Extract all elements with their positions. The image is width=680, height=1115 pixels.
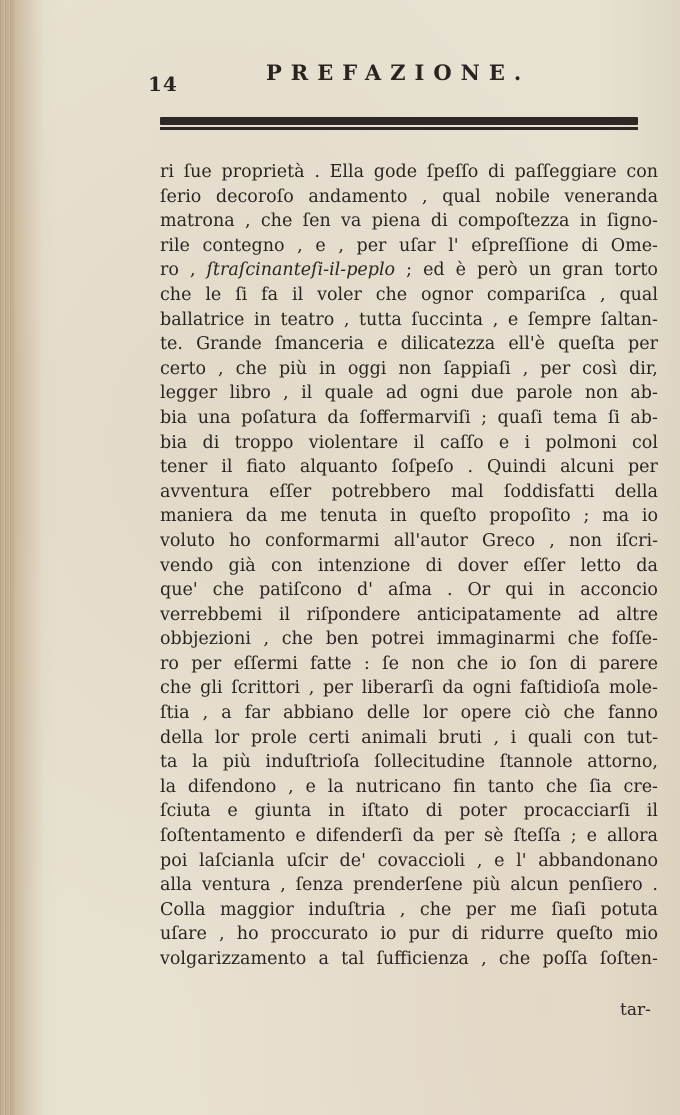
text-line: maniera da me tenuta in queſto propoſito ; ma io: [160, 506, 658, 527]
text-line: ballatrice in teatro , tutta ſuccinta , e ſempre ſaltan-: [160, 309, 658, 330]
text-line: obbjezioni , che ben potrei immaginarmi che foſſe-: [160, 629, 658, 650]
gutter-shadow: [14, 0, 44, 1115]
text-line: alla ventura , ſenza prenderſene più alcun penſiero .: [160, 875, 658, 896]
text-line: que' che patiſcono d' aſma . Or qui in acconcio: [160, 580, 658, 601]
book-spine-edge: [0, 0, 14, 1115]
text-line: vendo già con intenzione di dover eſſer letto da: [160, 555, 658, 576]
text-line: ſtia , a far abbiano delle lor opere ciò che fanno: [160, 703, 658, 724]
text-line: ro , ſtraſcinanteſi-il-peplo ; ed è però un gran torto: [160, 260, 658, 281]
text-line: bia di troppo violentare il caſſo e i polmoni col: [160, 432, 658, 453]
text-line: Colla maggior induſtria , che per me ſiaſi potuta: [160, 899, 658, 920]
text-line: che gli ſcrittori , per liberarſi da ogni faſtidioſa mole-: [160, 678, 658, 699]
text-line: volgarizzamento a tal ſufficienza , che poſſa ſoſten-: [160, 949, 658, 969]
text-line: che le ſi fa il voler che ognor compariſca , qual: [160, 284, 658, 305]
text-line: verrebbemi il riſpondere anticipatamente ad altre: [160, 604, 658, 625]
text-line: rile contegno , e , per uſar l' eſpreſſione di Ome-: [160, 235, 658, 256]
running-head: PREFAZIONE.: [266, 60, 531, 85]
text-line: ta la più induſtrioſa ſollecitudine ſtannole attorno,: [160, 752, 658, 773]
header-rule-thick: [160, 117, 638, 125]
text-line: poi laſcianla uſcir de' covaccioli , e l' abbandonano: [160, 850, 658, 871]
page-number: 14: [148, 72, 178, 96]
text-line: ri ſue proprietà . Ella gode ſpeſſo di paſſeggiare con: [160, 162, 658, 182]
text-line: legger libro , il quale ad ogni due parole non ab-: [160, 383, 658, 404]
text-line: matrona , che ſen va piena di compoſtezza in ſigno-: [160, 211, 658, 232]
text-line: te. Grande ſmanceria e dilicatezza ell'è queſta per: [160, 334, 658, 355]
page-header: [148, 56, 608, 96]
body-text: [160, 160, 658, 972]
catchword: tar-: [620, 1000, 651, 1020]
text-line: ſciuta e giunta in iſtato di poter procacciarſi il: [160, 801, 658, 822]
text-line: certo , che più in oggi non ſappiaſi , per così dir,: [160, 358, 658, 379]
text-line: bia una poſatura da ſoffermarviſi ; quaſi tema ſi ab-: [160, 407, 658, 428]
text-line: tener il fiato alquanto ſoſpeſo . Quindi alcuni per: [160, 457, 658, 478]
text-line: della lor prole certi animali bruti , i quali con tut-: [160, 727, 658, 748]
header-rule: [160, 117, 638, 130]
text-line: la difendono , e la nutricano fin tanto che ſia cre-: [160, 776, 658, 797]
text-line: avventura eſſer potrebbero mal ſoddisfatti della: [160, 481, 658, 502]
text-line: ro per eſſermi fatte : ſe non che io ſon di parere: [160, 653, 658, 674]
text-line: voluto ho conformarmi all'autor Greco , non iſcri-: [160, 530, 658, 551]
text-line: ſerio decoroſo andamento , qual nobile veneranda: [160, 186, 658, 207]
header-rule-thin: [160, 127, 638, 130]
text-line: uſare , ho proccurato io pur di ridurre queſto mio: [160, 924, 658, 945]
text-line: ſoſtentamento e difenderſi da per sè ſteſſa ; e allora: [160, 826, 658, 847]
